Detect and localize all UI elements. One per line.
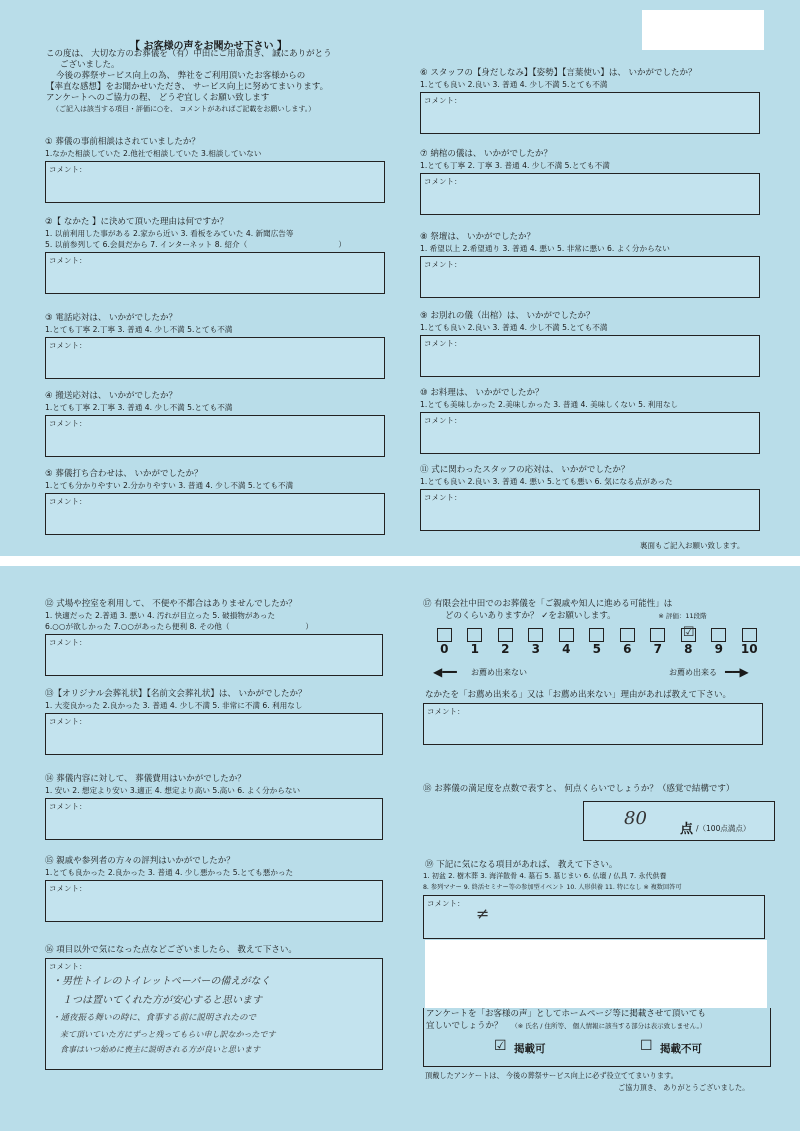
comment-box[interactable]: コメント： <box>420 412 760 454</box>
question-7: ⑦ 納棺の儀は、 いかがでしたか？ 1.とても丁寧 2. 丁寧 3. 普通 4. 少し不満 5.とても不満 コメント： <box>420 148 760 215</box>
scale-option-2[interactable] <box>494 628 517 657</box>
scale-option-9[interactable] <box>708 628 731 657</box>
question-11: ⑪ 式に関わったスタッフの応対は、 いかがでしたか？ 1.とても良い 2.良い 3. 普通 4. 悪い 5.とても悪い 6. 気になる点があった コメント： <box>420 464 760 531</box>
comment-box[interactable]: コメント： <box>420 489 760 531</box>
scale-option-3[interactable] <box>525 628 548 657</box>
scale-option-7[interactable] <box>647 628 670 657</box>
scale-number: 4 <box>562 642 571 656</box>
consent-yes-checkbox[interactable]: ☑ <box>494 1038 507 1054</box>
closing-text-1: 頂戴したアンケートは、 今後の葬祭サービス向上に必ず役立ててまいります。 <box>425 1071 678 1080</box>
scale-labels: ◀━━ お薦め出来ない お薦め出来る ━━▶ <box>433 665 749 679</box>
survey-page-back <box>0 566 800 1131</box>
question-10: ⑩ お料理は、 いかがでしたか？ 1.とても美味しかった 2.美味しかった 3. 普通 4. 美味しくない 5. 利用なし コメント： <box>420 387 760 454</box>
right-arrow-icon: ━━▶ <box>725 665 749 679</box>
question-8: ⑧ 祭壇は、 いかがでしたか？ 1. 希望以上 2.希望通り 3. 普通 4. 悪い 5. 非常に悪い 6. よく分からない コメント： <box>420 231 760 298</box>
recommend-scale <box>423 625 773 657</box>
scale-option-8[interactable] <box>677 625 700 657</box>
scale-checkbox[interactable] <box>559 628 574 642</box>
comment-box[interactable]: コメント： <box>420 256 760 298</box>
scale-checkbox[interactable] <box>620 628 635 642</box>
scale-option-4[interactable] <box>555 628 578 657</box>
question-9: ⑨ お別れの儀（出棺）は、 いかがでしたか？ 1.とても良い 2.良い 3. 普通 4. 少し不満 5.とても不満 コメント： <box>420 310 760 377</box>
scale-checkbox[interactable] <box>498 628 513 642</box>
question-19: ⑲ 下記に気になる項目があれば、 教えて下さい。 1. 初盆 2. 樹木葬 3. 海洋散骨 4. 墓石 5. 墓じまい 6. 仏壇 / 仏具 7. 永代供養 8. 参列マナー 9. 終活セミナー等の参加型イベント 10. 人形供養 11. 特になし ※ 複数回答可 コメント： ≠ <box>423 859 773 939</box>
comment-box[interactable]: コメント： <box>45 252 385 294</box>
comment-box[interactable]: コメント： ≠ <box>423 895 765 939</box>
scale-number: 8 <box>684 642 693 656</box>
page-title: 【 お客様の声をお聞かせ下さい 】 <box>130 41 287 52</box>
comment-box[interactable]: コメント： <box>45 161 385 203</box>
scale-number: 5 <box>592 642 601 656</box>
scale-option-5[interactable] <box>586 628 609 657</box>
scale-checkbox[interactable] <box>589 628 604 642</box>
scale-number: 2 <box>501 642 510 656</box>
comment-box[interactable]: コメント： <box>45 337 385 379</box>
score-box[interactable]: 80 点 /（100点満点） <box>583 801 775 841</box>
scale-number: 6 <box>623 642 632 656</box>
handwritten-comment: ・男性トイレのトイレットペーパーの備えがなく １つは置いてくれた方が安心すると思います ・通夜振る舞いの時に、食事する前に説明されたので 来て頂いていた方にずっと残ってもらい申し訳なかったです 食事はいつ始めに喪主に説明される方が良いと思います <box>52 976 276 1054</box>
question-3: ③ 電話応対は、 いかがでしたか？ 1.とても丁寧 2.丁寧 3. 普通 4. 少し不満 5.とても不満 コメント： <box>45 312 385 379</box>
scale-checkbox[interactable] <box>711 628 726 642</box>
comment-box[interactable]: コメント： <box>420 92 760 134</box>
scale-checkbox[interactable] <box>650 628 665 642</box>
check-mark-icon: ☑ <box>682 625 695 640</box>
publish-consent: アンケートを「お客様の声」としてホームページ等に掲載させて頂いても 宜しいでしょうか？ （※ 氏名 / 住所等、 個人情報に該当する部分は表示致しません。） ☑ 掲載可 ☐ 掲載不可 <box>423 1008 771 1067</box>
closing-text-2: ご協力頂き、 ありがとうございました。 <box>618 1083 750 1092</box>
question-4: ④ 搬送応対は、 いかがでしたか？ 1.とても丁寧 2.丁寧 3. 普通 4. 少し不満 5.とても不満 コメント： <box>45 390 385 457</box>
scale-number: 10 <box>740 642 758 656</box>
turn-over-note: 裏面もご記入お願い致します。 <box>640 541 745 550</box>
question-12: ⑫ 式場や控室を利用して、 不便や不都合はありませんでしたか？ 1. 快適だった 2.普通 3. 悪い 4. 汚れが目立った 5. 破損物があった 6.○○が欲しかった 7.○○があったら便利 8. その他（ ） コメント： <box>45 598 383 676</box>
comment-box[interactable]: コメント： <box>45 493 385 535</box>
free-comment-box[interactable]: コメント： ・男性トイレのトイレットペーパーの備えがなく １つは置いてくれた方が安心すると思います ・通夜振る舞いの時に、食事する前に説明されたので 来て頂いていた方にずっと残ってもらい申し訳なかったです 食事はいつ始めに喪主に説明される方が良いと思います <box>45 958 383 1070</box>
scale-number: 3 <box>531 642 540 656</box>
question-15: ⑮ 親戚や参列者の方々の評判はいかがでしたか？ 1.とても良かった 2.良かった 3. 普通 4. 少し悪かった 5.とても悪かった コメント： <box>45 855 383 922</box>
comment-box[interactable]: コメント： <box>420 173 760 215</box>
left-arrow-icon: ◀━━ <box>433 665 457 679</box>
comment-box[interactable]: コメント： <box>420 335 760 377</box>
scale-checkbox[interactable] <box>528 628 543 642</box>
consent-no-checkbox[interactable]: ☐ <box>640 1038 653 1054</box>
comment-box[interactable]: コメント： <box>45 634 383 676</box>
question-5: ⑤ 葬儀打ち合わせは、 いかがでしたか？ 1.とても分かりやすい 2.分かりやすい 3. 普通 4. 少し不満 5.とても不満 コメント： <box>45 468 385 535</box>
survey-page-front <box>0 0 800 556</box>
redaction-box <box>425 940 767 1008</box>
question-18: ⑱ お葬儀の満足度を点数で表すと、 何点くらいでしょうか？（感覚で結構です） 80 点 /（100点満点） <box>423 783 773 795</box>
comment-box[interactable]: コメント： <box>45 798 383 840</box>
question-14: ⑭ 葬儀内容に対して、 葬儀費用はいかがでしたか？ 1. 安い 2. 想定より安い 3.適正 4. 想定より高い 5.高い 6. よく分からない コメント： <box>45 773 383 840</box>
scale-number: 7 <box>653 642 662 656</box>
scale-checkbox[interactable] <box>681 625 696 642</box>
reason-comment-box[interactable]: コメント： <box>423 703 763 745</box>
scale-checkbox[interactable] <box>437 628 452 642</box>
scale-option-6[interactable] <box>616 628 639 657</box>
question-2: ②【 なかた 】に決めて頂いた理由は何ですか？ 1. 以前利用した事がある 2.家から近い 3. 看板をみていた 4. 新聞広告等 5. 以前参列して 6.会員だから 7. インターネット 8. 紹介（ ） コメント： <box>45 216 385 294</box>
comment-box[interactable]: コメント： <box>45 880 383 922</box>
question-6: ⑥ スタッフの【身だしなみ】【姿勢】【言葉使い】は、 いかがでしたか？ 1.とても良い 2.良い 3. 普通 4. 少し不満 5.とても不満 コメント： <box>420 67 760 134</box>
question-13: ⑬【オリジナル会葬礼状】【名前文会葬礼状】は、 いかがでしたか？ 1. 大変良かった 2.良かった 3. 普通 4. 少し不満 5. 非常に不満 6. 利用なし コメント： <box>45 688 383 755</box>
intro-text: この度は、 大切な方のお葬儀を（有）中田にご用命頂き、 誠にありがとう ございました。 今後の葬祭サービス向上の為、 弊社をご利用頂いたお客様からの 【率直な感想】をお聞かせいただき、 サービス向上に努めてまいります。 アンケートへのご協力の程、 どうぞ宜しくお願い致します （ご記入は該当する項目・評価に○を、 コメントがあればご記載をお願いします。） <box>46 49 332 113</box>
scale-option-10[interactable] <box>738 628 761 657</box>
scale-option-1[interactable] <box>464 628 487 657</box>
comment-box[interactable]: コメント： <box>45 713 383 755</box>
question-17: ⑰ 有限会社中田でのお葬儀を「ご親戚や知人に進める可能性」は どのくらいありますか？ ✓をお願いします。 ※ 評価：11段階 0 1 2 3 4 5 6 7 ☑ 8 9 10 ◀━━ お薦め出来ない お薦め出来る ━━▶ なかたを「お薦め出来る」又は「お薦め出来ない」理由があれば教えて下さい。 コメント： <box>423 598 773 745</box>
score-value: 80 <box>624 808 647 829</box>
question-16: ⑯ 項目以外で気になった点などございましたら、 教えて下さい。 コメント： ・男性トイレのトイレットペーパーの備えがなく １つは置いてくれた方が安心すると思います ・通夜振る舞いの時に、食事する前に説明されたので 来て頂いていた方にずっと残ってもらい申し訳なかったです 食事はいつ始めに喪主に説明される方が良いと思います <box>45 944 383 1070</box>
scale-checkbox[interactable] <box>742 628 757 642</box>
question-1: ① 葬儀の事前相談はされていましたか？ 1.なかた相談していた 2.他社で相談していた 3.相談していない コメント： <box>45 136 385 203</box>
scale-checkbox[interactable] <box>467 628 482 642</box>
comment-box[interactable]: コメント： <box>45 415 385 457</box>
scale-number: 0 <box>440 642 449 656</box>
redaction-box <box>642 10 764 50</box>
scale-option-0[interactable] <box>433 628 456 657</box>
scale-number: 9 <box>714 642 723 656</box>
scale-number: 1 <box>470 642 479 656</box>
